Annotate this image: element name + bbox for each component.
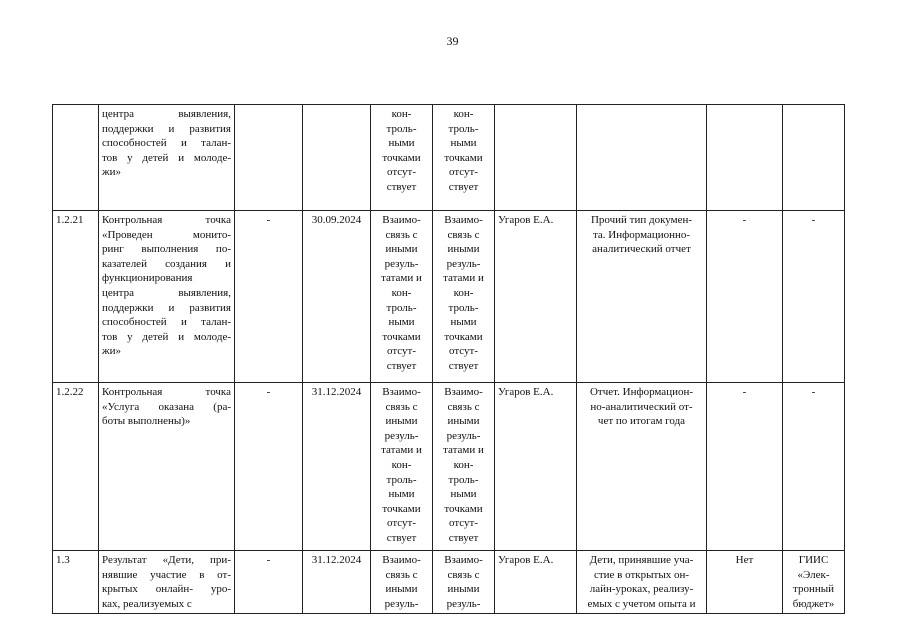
- link-checkpoints-cell-line: татами и: [443, 444, 484, 457]
- link-results-cell-line: ствует: [386, 531, 417, 544]
- item-name-cell-line: функционирования: [102, 272, 193, 285]
- link-checkpoints-cell-line: ными: [450, 316, 477, 329]
- link-checkpoints-cell-line: Взаимо-: [444, 214, 483, 226]
- item-name-cell-line: тов у детей и молоде-: [102, 151, 231, 164]
- table-row: [53, 211, 845, 383]
- link-results-cell-line: ствует: [386, 180, 417, 193]
- link-results-cell-line: связь с: [385, 400, 418, 413]
- link-results-cell: [371, 383, 433, 551]
- link-results-cell-line: ными: [388, 316, 415, 329]
- link-checkpoints-cell-line: точками: [444, 330, 483, 343]
- link-results-cell-line: татами и: [381, 272, 422, 285]
- link-checkpoints-cell-line: кон-: [453, 458, 474, 471]
- link-results-cell-line: троль-: [386, 301, 417, 314]
- plan-table: [52, 104, 845, 614]
- item-number-cell: 1.2.21: [53, 211, 99, 383]
- item-name-cell: [99, 383, 235, 551]
- link-results-cell: [371, 551, 433, 614]
- predecessor-cell: -: [235, 383, 303, 551]
- document-cell: [577, 383, 707, 551]
- link-results-cell-line: иными: [385, 583, 418, 596]
- link-results-cell-line: Взаимо-: [382, 386, 421, 398]
- item-name-cell-line: способностей и талан-: [102, 137, 231, 150]
- system-cell: [783, 211, 845, 383]
- link-results-cell-line: отсут-: [386, 166, 416, 179]
- item-number-cell: 1.3: [53, 551, 99, 614]
- system-cell: [783, 551, 845, 614]
- item-name-cell-line: Результат «Дети, при-: [102, 554, 231, 566]
- link-results-cell-line: ствует: [386, 359, 417, 372]
- document-cell-line: Отчет. Информацион-: [589, 386, 694, 398]
- link-results-cell-line: точками: [382, 330, 421, 343]
- item-name-cell-line: способностей и талан-: [102, 316, 231, 329]
- link-results-cell-line: татами и: [381, 444, 422, 457]
- link-checkpoints-cell: [433, 105, 495, 211]
- link-checkpoints-cell-line: отсут-: [448, 345, 478, 358]
- link-checkpoints-cell-line: Взаимо-: [444, 386, 483, 398]
- system-cell-line: «Элек-: [797, 568, 830, 581]
- predecessor-cell: [235, 105, 303, 211]
- document-cell-line: аналитический отчет: [592, 243, 691, 256]
- link-checkpoints-cell-line: ными: [450, 488, 477, 501]
- link-results-cell-line: троль-: [386, 122, 417, 135]
- link-checkpoints-cell-line: троль-: [448, 122, 479, 135]
- system-cell-line: тронный: [793, 583, 834, 596]
- item-name-cell-line: Контрольная точка: [102, 214, 231, 226]
- link-checkpoints-cell-line: кон-: [453, 108, 474, 120]
- link-results-cell-line: ными: [388, 488, 415, 501]
- link-checkpoints-cell-line: отсут-: [448, 166, 478, 179]
- link-results-cell-line: отсут-: [386, 345, 416, 358]
- item-name-cell-line: нявшие участие в от-: [102, 568, 231, 581]
- item-name-cell-line: центра выявления,: [102, 286, 231, 299]
- item-name-cell-line: Контрольная точка: [102, 386, 231, 398]
- link-results-cell-line: иными: [385, 415, 418, 428]
- item-name-cell-line: «Услуга оказана (ра-: [102, 400, 231, 413]
- flag-cell: -: [707, 383, 783, 551]
- link-checkpoints-cell: [433, 211, 495, 383]
- link-checkpoints-cell-line: кон-: [453, 286, 474, 299]
- responsible-cell: Угаров Е.А.: [495, 383, 577, 551]
- link-results-cell-line: кон-: [391, 286, 412, 299]
- responsible-cell: [495, 105, 577, 211]
- link-checkpoints-cell-line: Взаимо-: [444, 554, 483, 566]
- item-name-cell-line: поддержки и развития: [102, 122, 231, 135]
- item-name-cell-line: «Проведен монито-: [102, 228, 231, 241]
- responsible-cell: Угаров Е.А.: [495, 211, 577, 383]
- link-results-cell-line: Взаимо-: [382, 214, 421, 226]
- link-checkpoints-cell-line: связь с: [447, 400, 480, 413]
- item-name-cell-line: крытых онлайн- уро-: [102, 583, 231, 596]
- deadline-cell: 31.12.2024: [303, 551, 371, 614]
- responsible-cell: Угаров Е.А.: [495, 551, 577, 614]
- link-checkpoints-cell: [433, 551, 495, 614]
- item-number-cell: 1.2.22: [53, 383, 99, 551]
- predecessor-cell: -: [235, 211, 303, 383]
- link-checkpoints-cell-line: связь с: [447, 568, 480, 581]
- link-results-cell-line: иными: [385, 243, 418, 256]
- deadline-cell: [303, 105, 371, 211]
- link-results-cell-line: резуль-: [384, 597, 419, 610]
- link-checkpoints-cell-line: резуль-: [446, 597, 481, 610]
- flag-cell: Нет: [707, 551, 783, 614]
- link-results-cell-line: резуль-: [384, 257, 419, 270]
- item-name-cell-line: жи»: [102, 166, 121, 179]
- flag-cell: [707, 105, 783, 211]
- document-cell-line: но-аналитический от-: [590, 400, 693, 413]
- link-checkpoints-cell-line: ствует: [448, 359, 479, 372]
- system-cell: [783, 105, 845, 211]
- link-checkpoints-cell-line: резуль-: [446, 257, 481, 270]
- link-results-cell-line: резуль-: [384, 429, 419, 442]
- link-checkpoints-cell-line: точками: [444, 151, 483, 164]
- document-cell-line: Дети, принявшие уча-: [589, 554, 694, 566]
- link-checkpoints-cell-line: иными: [447, 583, 480, 596]
- link-checkpoints-cell-line: резуль-: [446, 429, 481, 442]
- item-number-cell: [53, 105, 99, 211]
- document-cell: [577, 105, 707, 211]
- item-name-cell: [99, 551, 235, 614]
- deadline-cell: 30.09.2024: [303, 211, 371, 383]
- table-row: [53, 105, 845, 211]
- predecessor-cell: -: [235, 551, 303, 614]
- document-cell-line: стие в открытых он-: [593, 568, 690, 581]
- document-cell-line: лайн-уроках, реализу-: [589, 583, 694, 596]
- item-name-cell-line: тов у детей и молоде-: [102, 330, 231, 343]
- item-name-cell-line: поддержки и развития: [102, 301, 231, 314]
- link-checkpoints-cell-line: ными: [450, 137, 477, 150]
- link-results-cell-line: связь с: [385, 228, 418, 241]
- system-cell-line: -: [811, 386, 816, 398]
- table-row: [53, 383, 845, 551]
- link-results-cell: [371, 105, 433, 211]
- document-cell-line: Прочий тип докумен-: [590, 214, 693, 226]
- document-cell-line: та. Информационно-: [592, 228, 691, 241]
- item-name-cell-line: ках, реализуемых с: [102, 597, 192, 610]
- link-results-cell-line: Взаимо-: [382, 554, 421, 566]
- system-cell-line: бюджет»: [792, 597, 835, 610]
- link-results-cell-line: связь с: [385, 568, 418, 581]
- link-checkpoints-cell-line: точками: [444, 502, 483, 515]
- link-results-cell-line: точками: [382, 502, 421, 515]
- system-cell-line: ГИИС: [798, 554, 829, 566]
- link-results-cell-line: отсут-: [386, 517, 416, 530]
- link-checkpoints-cell-line: иными: [447, 243, 480, 256]
- link-checkpoints-cell-line: троль-: [448, 301, 479, 314]
- link-checkpoints-cell: [433, 383, 495, 551]
- document-cell-line: чет по итогам года: [597, 415, 686, 428]
- system-cell-line: -: [811, 214, 816, 226]
- item-name-cell-line: центра выявления,: [102, 108, 231, 120]
- deadline-cell: 31.12.2024: [303, 383, 371, 551]
- document-cell-line: емых с учетом опыта и: [587, 597, 696, 610]
- link-checkpoints-cell-line: ствует: [448, 531, 479, 544]
- link-results-cell: [371, 211, 433, 383]
- item-name-cell-line: ринг выполнения по-: [102, 243, 231, 256]
- document-cell: [577, 551, 707, 614]
- flag-cell: -: [707, 211, 783, 383]
- table-row: [53, 551, 845, 614]
- link-results-cell-line: кон-: [391, 458, 412, 471]
- document-cell: [577, 211, 707, 383]
- page-number: 39: [446, 34, 459, 48]
- link-checkpoints-cell-line: ствует: [448, 180, 479, 193]
- link-checkpoints-cell-line: троль-: [448, 473, 479, 486]
- link-results-cell-line: троль-: [386, 473, 417, 486]
- item-name-cell: [99, 211, 235, 383]
- system-cell: [783, 383, 845, 551]
- item-name-cell-line: боты выполнены)»: [102, 415, 191, 428]
- item-name-cell-line: жи»: [102, 345, 121, 358]
- link-checkpoints-cell-line: отсут-: [448, 517, 478, 530]
- item-name-cell: [99, 105, 235, 211]
- link-checkpoints-cell-line: иными: [447, 415, 480, 428]
- link-results-cell-line: кон-: [391, 108, 412, 120]
- link-checkpoints-cell-line: связь с: [447, 228, 480, 241]
- link-results-cell-line: точками: [382, 151, 421, 164]
- link-results-cell-line: ными: [388, 137, 415, 150]
- link-checkpoints-cell-line: татами и: [443, 272, 484, 285]
- item-name-cell-line: казателей создания и: [102, 257, 231, 270]
